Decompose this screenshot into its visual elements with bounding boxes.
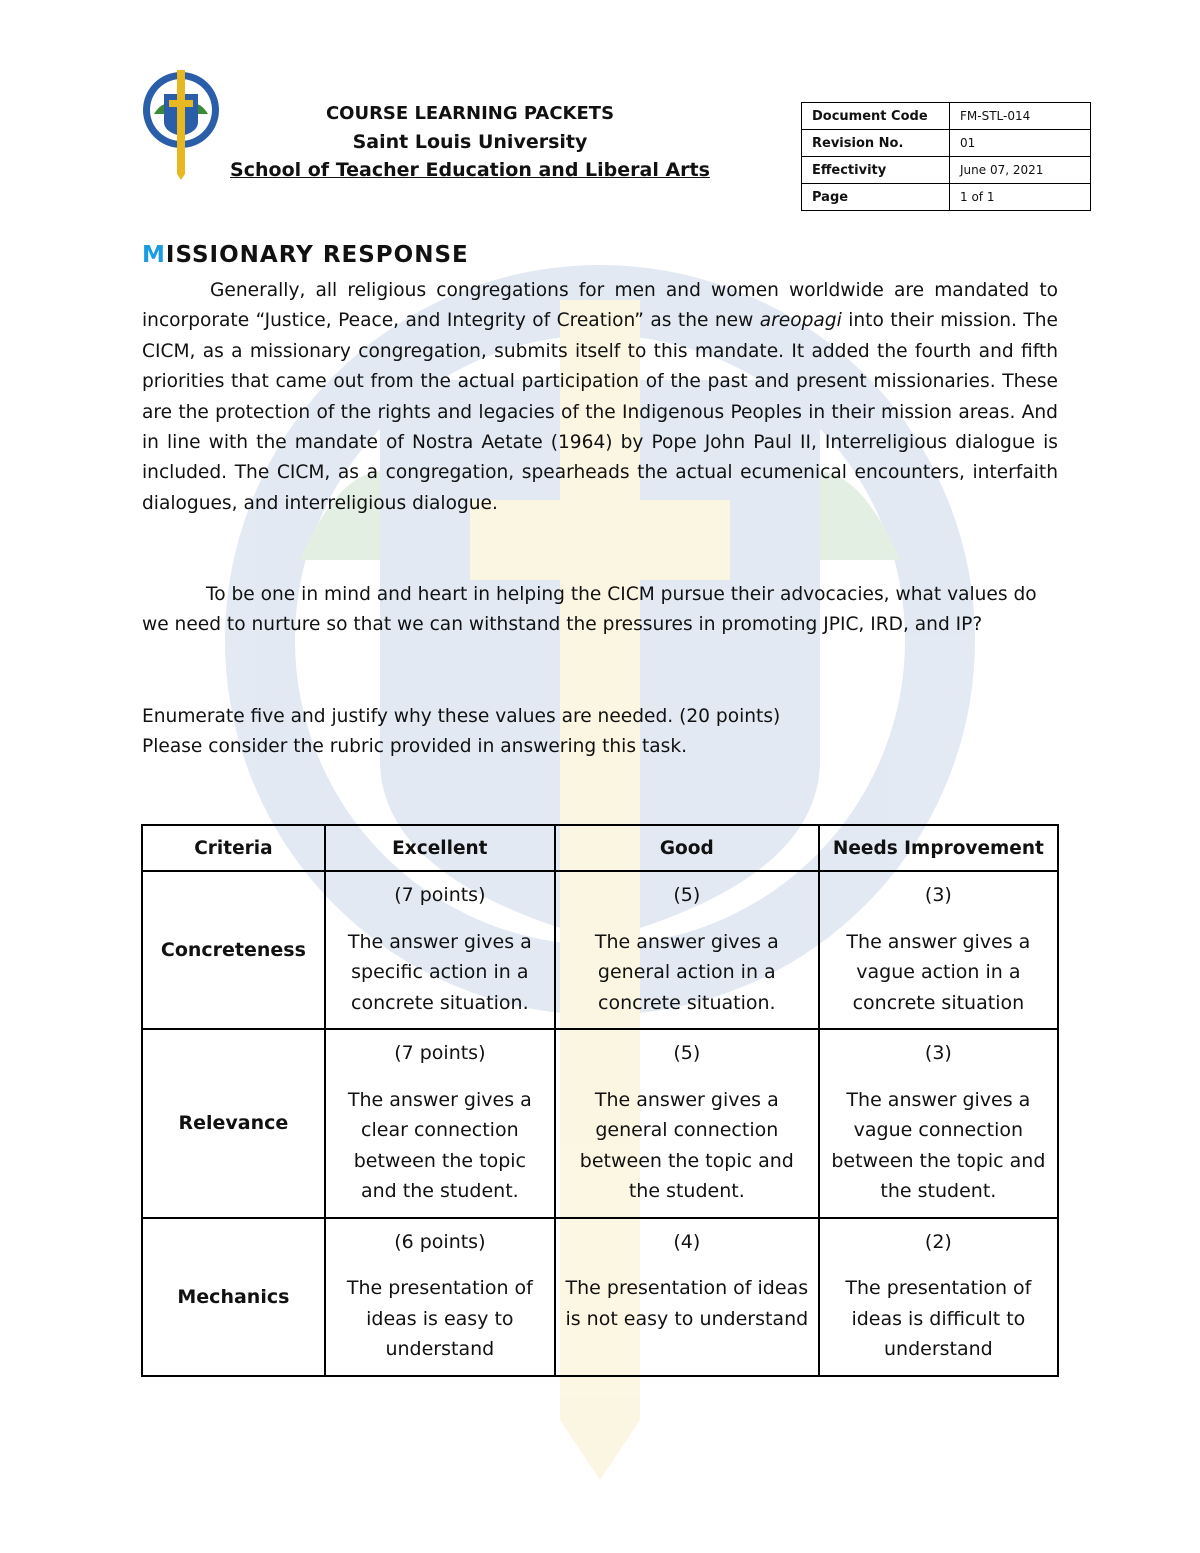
good-cell — [555, 871, 819, 1029]
intro-paragraph — [142, 276, 1058, 519]
rubric-table — [141, 824, 1059, 1377]
doc-info-value: FM-STL-014 — [950, 103, 1091, 130]
section-title — [142, 242, 469, 268]
school-name: School of Teacher Education and Liberal Arts — [230, 159, 710, 181]
good-cell — [555, 1029, 819, 1218]
excellent-cell — [325, 871, 555, 1029]
criterion-label: Mechanics — [142, 1218, 325, 1376]
descriptor: The answer gives a vague action in a concrete situation — [846, 930, 1031, 1014]
descriptor: The answer gives a general connection between the topic and the student. — [579, 1088, 794, 1202]
doc-info-row — [802, 103, 1091, 130]
intro-text-start: Generally, all religious congregations for men and women worldwide are mandated to incorporate “Justice, Peace, and Integrity of Creation” as the new — [142, 280, 1058, 332]
needs-improvement-cell — [819, 1218, 1058, 1376]
descriptor: The answer gives a clear connection between the topic and the student. — [347, 1088, 532, 1202]
excellent-cell — [325, 1218, 555, 1376]
descriptor: The presentation of ideas is easy to understand — [346, 1277, 533, 1360]
document-info-table — [801, 102, 1091, 211]
doc-info-label: Effectivity — [802, 157, 950, 184]
header-excellent: Excellent — [325, 825, 555, 871]
rubric-row-concreteness — [142, 871, 1058, 1029]
header-needs-improvement: Needs Improvement — [819, 825, 1058, 871]
doc-info-row — [802, 184, 1091, 211]
descriptor: The presentation of ideas is difficult to understand — [845, 1277, 1032, 1360]
doc-info-value: June 07, 2021 — [950, 157, 1091, 184]
doc-info-label: Revision No. — [802, 130, 950, 157]
doc-info-label: Page — [802, 184, 950, 211]
intro-text-end: into their mission. The CICM, as a missionary congregation, submits itself to this mandate. It added the fourth and fifth priorities that came out from the actual participation of the past and present missionaries. These are the protection of the rights and legacies of the Indigenous Peoples in their mission areas. And in line with the mandate of Nostra Aetate (1964) by Pope John Paul II, Interreligious dialogue is included. The CICM, as a congregation, spearheads the actual ecumenical encounters, interfaith dialogues, and interreligious dialogue. — [142, 310, 1058, 514]
criterion-label: Relevance — [142, 1029, 325, 1218]
excellent-cell — [325, 1029, 555, 1218]
rubric-note: Please consider the rubric provided in answering this task. — [142, 736, 687, 758]
descriptor: The answer gives a specific action in a concrete situation. — [347, 930, 532, 1014]
rubric-header-row — [142, 825, 1058, 871]
doc-info-value: 1 of 1 — [950, 184, 1091, 211]
criterion-label: Concreteness — [142, 871, 325, 1029]
needs-improvement-cell — [819, 871, 1058, 1029]
intro-italic-term: areopagi — [759, 310, 842, 332]
doc-info-row — [802, 130, 1091, 157]
points: (3) — [924, 884, 952, 906]
university-name: Saint Louis University — [352, 131, 588, 153]
question-paragraph: To be one in mind and heart in helping the CICM pursue their advocacies, what values do we need to nurture so that we can withstand the pressures in promoting JPIC, IRD, and IP? — [142, 584, 1037, 636]
header-titles — [200, 100, 740, 184]
course-learning-packets-title: COURSE LEARNING PACKETS — [325, 103, 615, 124]
section-title-initial: M — [142, 242, 166, 268]
points: (5) — [673, 884, 701, 906]
section-title-rest: ISSIONARY RESPONSE — [165, 242, 469, 268]
task-line: Enumerate five and justify why these values are needed. (20 points) — [142, 706, 781, 727]
points: (3) — [924, 1042, 952, 1064]
points: (5) — [673, 1042, 701, 1064]
rubric-row-mechanics — [142, 1218, 1058, 1376]
rubric-row-relevance — [142, 1029, 1058, 1218]
descriptor: The answer gives a general action in a concrete situation. — [594, 930, 779, 1014]
task-instructions — [142, 702, 1058, 763]
points: (6 points) — [394, 1230, 486, 1253]
points: (4) — [673, 1230, 701, 1253]
header-good: Good — [555, 825, 819, 871]
needs-improvement-cell — [819, 1029, 1058, 1218]
descriptor: The answer gives a vague connection between the topic and the student. — [831, 1088, 1046, 1202]
good-cell — [555, 1218, 819, 1376]
points: (2) — [924, 1230, 952, 1253]
doc-info-value: 01 — [950, 130, 1091, 157]
points: (7 points) — [394, 884, 486, 906]
header-criteria: Criteria — [142, 825, 325, 871]
descriptor: The presentation of ideas is not easy to understand — [565, 1277, 809, 1330]
doc-info-label: Document Code — [802, 103, 950, 130]
points: (7 points) — [394, 1042, 486, 1064]
doc-info-row — [802, 157, 1091, 184]
